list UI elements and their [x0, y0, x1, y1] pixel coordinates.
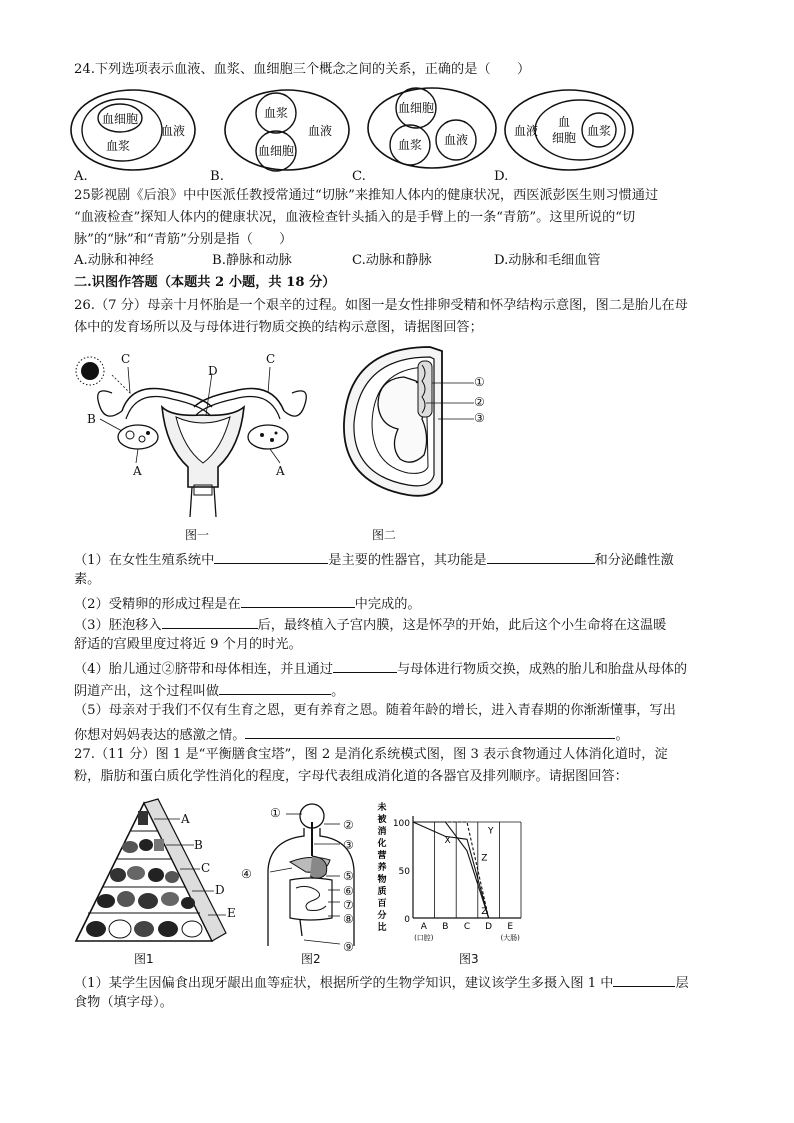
- y-axis-label-char: 养: [377, 863, 387, 873]
- fig2-organ-8: ⑧: [343, 912, 354, 926]
- fig2-organ-3: ③: [343, 838, 354, 852]
- q26-s3: （3）胚泡移入 后，最终植入子宫内膜，这是怀孕的开始，此后这个小生命将在这温暖: [74, 614, 666, 635]
- q26-s4: （4）胎儿通过②脐带和母体相连，并且通过 与母体进行物质交换，成熟的胎儿和胎盘从母体的: [74, 658, 687, 679]
- fig2-label-3: ③: [474, 411, 485, 425]
- q27-figure1-food-pyramid: [70, 795, 250, 955]
- q24-stem: 24.下列选项表示血液、血浆、血细胞三个概念之间的关系，正确的是（ ）: [74, 62, 531, 77]
- q24-option-b-diagram: [225, 90, 349, 171]
- fig2-organ-6: ⑥: [343, 884, 354, 898]
- q26-figure1-uterus: [72, 345, 332, 520]
- q24-a-outer: 血液: [160, 124, 186, 138]
- q24-option-b: B.: [210, 169, 224, 184]
- q24-c-outer: 血细胞: [397, 101, 435, 115]
- fig2-organ-1: ①: [270, 806, 281, 820]
- q25-option-b: B.静脉和动脉: [212, 253, 292, 268]
- q27-fig3-caption: 图3: [459, 952, 479, 966]
- q27-figure3-digestion-chart: [373, 796, 533, 956]
- q24-option-a-diagram: [71, 90, 195, 170]
- series-label-z: Z: [481, 853, 488, 864]
- x-tick-label: A: [420, 922, 427, 932]
- y-axis-label-char: 物: [377, 875, 387, 885]
- answer-blank[interactable]: [245, 724, 615, 739]
- q26-s2: （2）受精卵的形成过程是在 中完成的。: [74, 593, 421, 614]
- q24-a-inner2: 血浆: [105, 139, 131, 153]
- fig2-label-2: ②: [474, 395, 485, 409]
- fig1-label-a-left: A: [133, 464, 142, 478]
- x-tick-note: (大肠): [500, 934, 520, 942]
- y-tick-label: 50: [398, 867, 410, 877]
- pyramid-label-e: E: [227, 906, 236, 920]
- q26-fig2-caption: 图二: [372, 528, 397, 542]
- q24-diagrams: [0, 82, 794, 192]
- pyramid-label-b: B: [194, 838, 203, 852]
- y-axis-label-char: 质: [377, 887, 387, 897]
- y-axis-label-char: 消: [377, 827, 387, 837]
- q25-line1: 25影视剧《后浪》中中医派任教授常通过“切脉”来推知人体内的健康状况，西医派彭医生则习惯通过: [74, 188, 659, 203]
- fig2-organ-5: ⑤: [343, 869, 354, 883]
- q25-line2: “血液检查”探知人体内的健康状况，血液检查针头插入的是手臂上的一条“青筋”。这里所说的“切: [74, 210, 636, 225]
- q24-c-inner2: 血液: [443, 133, 469, 147]
- series-line-x: [413, 822, 510, 918]
- q24-option-c: C.: [352, 169, 366, 184]
- y-axis-label-char: 未: [377, 803, 387, 813]
- q24-option-c-diagram: [368, 88, 496, 168]
- q25-line3: 脉”的“脉”和“青筋”分别是指（ ）: [74, 232, 293, 247]
- q24-a-inner1: 血细胞: [101, 112, 139, 126]
- fig1-label-b: B: [87, 412, 96, 426]
- x-tick-label: B: [442, 922, 449, 932]
- q26-s5-cont: 你想对妈妈表达的感激之情。 。: [74, 724, 629, 745]
- q27-s1: （1）某学生因偏食出现牙龈出血等症状，根据所学的生物学知识，建议该学生多摄入图 1 中 层: [74, 972, 689, 993]
- fig1-label-a-right: A: [276, 464, 285, 478]
- y-axis-label-char: 被: [377, 815, 387, 825]
- pyramid-label-c: C: [201, 861, 211, 875]
- section-heading: 二.识图作答题（本题共 2 小题，共 18 分）: [74, 275, 336, 290]
- fig1-label-c-right: C: [266, 352, 276, 366]
- q27-line2: 粉，脂肪和蛋白质化学性消化的程度，字母代表组成消化道的各器官及排列顺序。请据图回答：: [74, 769, 628, 784]
- x-tick-label: E: [507, 922, 514, 932]
- q24-b-inner2: 血细胞: [257, 144, 295, 158]
- q26-s4-cont: 阴道产出，这个过程叫做 。: [74, 680, 344, 701]
- egg-cell-icon: [76, 357, 104, 385]
- fig2-organ-7: ⑦: [343, 898, 354, 912]
- q24-d-outer: 血液: [513, 124, 539, 138]
- q25-option-d: D.动脉和毛细血管: [494, 253, 601, 268]
- q26-s5: （5）母亲对于我们不仅有生育之恩，更有养育之恩。随着年龄的增长，进入青春期的你渐渐懂事，写出: [74, 703, 676, 718]
- answer-blank[interactable]: [162, 614, 258, 629]
- q26-fig1-caption: 图一: [185, 528, 210, 542]
- fig1-label-d: D: [208, 364, 218, 378]
- answer-blank[interactable]: [613, 972, 675, 987]
- pyramid-label-d: D: [215, 883, 225, 897]
- fig2-label-1: ①: [474, 375, 485, 389]
- q24-option-a: A.: [74, 169, 88, 184]
- answer-blank[interactable]: [333, 658, 397, 673]
- q27-fig2-caption: 图2: [301, 952, 321, 966]
- x-tick-label: C: [463, 922, 471, 932]
- y-axis-label-char: 百: [377, 899, 387, 909]
- q27-s1-cont: 食物（填字母）。: [74, 995, 173, 1010]
- fig2-organ-2: ②: [343, 818, 354, 832]
- answer-blank[interactable]: [214, 549, 328, 564]
- y-axis-label-char: 分: [377, 911, 387, 921]
- q27-fig1-caption: 图1: [134, 952, 154, 966]
- q27-line1: 27.（11 分）图 1 是“平衡膳食宝塔”，图 2 是消化系统模式图，图 3 表示食物通过人体消化道时，淀: [74, 747, 668, 762]
- y-axis-label-char: 化: [377, 839, 387, 849]
- q24-d-inner2: 血浆: [586, 124, 612, 138]
- q26-s1: （1）在女性生殖系统中 是主要的性器官，其功能是 和分泌雌性激: [74, 549, 674, 570]
- fig2-organ-4: ④: [241, 867, 252, 881]
- q24-d-inner1-bottom: 细胞: [551, 131, 577, 145]
- q24-b-outer: 血液: [307, 124, 333, 138]
- q24-b-inner1: 血浆: [263, 106, 289, 120]
- answer-blank[interactable]: [487, 549, 595, 564]
- answer-blank[interactable]: [241, 593, 355, 608]
- y-tick-label: 100: [392, 819, 410, 829]
- series-label-z-bottom: Z: [481, 907, 488, 918]
- q24-d-inner1-top: 血: [557, 115, 571, 129]
- q26-s1-cont: 素。: [74, 572, 101, 587]
- q26-line2: 体中的发育场所以及与母体进行物质交换的结构示意图，请据图回答；: [74, 320, 483, 335]
- y-axis-label-char: 比: [377, 923, 387, 933]
- q25-option-a: A.动脉和神经: [74, 253, 154, 268]
- fig1-label-c-left: C: [121, 352, 131, 366]
- series-line-z: [413, 822, 510, 918]
- q24-option-d: D.: [494, 169, 509, 184]
- q25-option-c: C.动脉和静脉: [352, 253, 432, 268]
- q24-option-d-diagram: [505, 90, 633, 170]
- y-tick-label: 0: [404, 915, 410, 925]
- q26-line1: 26.（7 分）母亲十月怀胎是一个艰辛的过程。如图一是女性排卵受精和怀孕结构示意图，图二是胎儿在母: [74, 298, 688, 313]
- series-line-y: [413, 822, 510, 918]
- series-label-y: Y: [488, 826, 494, 837]
- fig2-organ-9: ⑨: [343, 940, 354, 954]
- x-tick-label: D: [485, 922, 493, 932]
- x-tick-note: (口腔): [414, 934, 434, 942]
- pyramid-label-a: A: [181, 812, 190, 826]
- q26-s3-cont: 舒适的宫殿里度过将近 9 个月的时光。: [74, 637, 302, 652]
- q24-c-inner1: 血浆: [397, 138, 423, 152]
- answer-blank[interactable]: [219, 680, 331, 695]
- y-axis-label-char: 营: [377, 851, 387, 861]
- series-label-x: X: [444, 836, 451, 847]
